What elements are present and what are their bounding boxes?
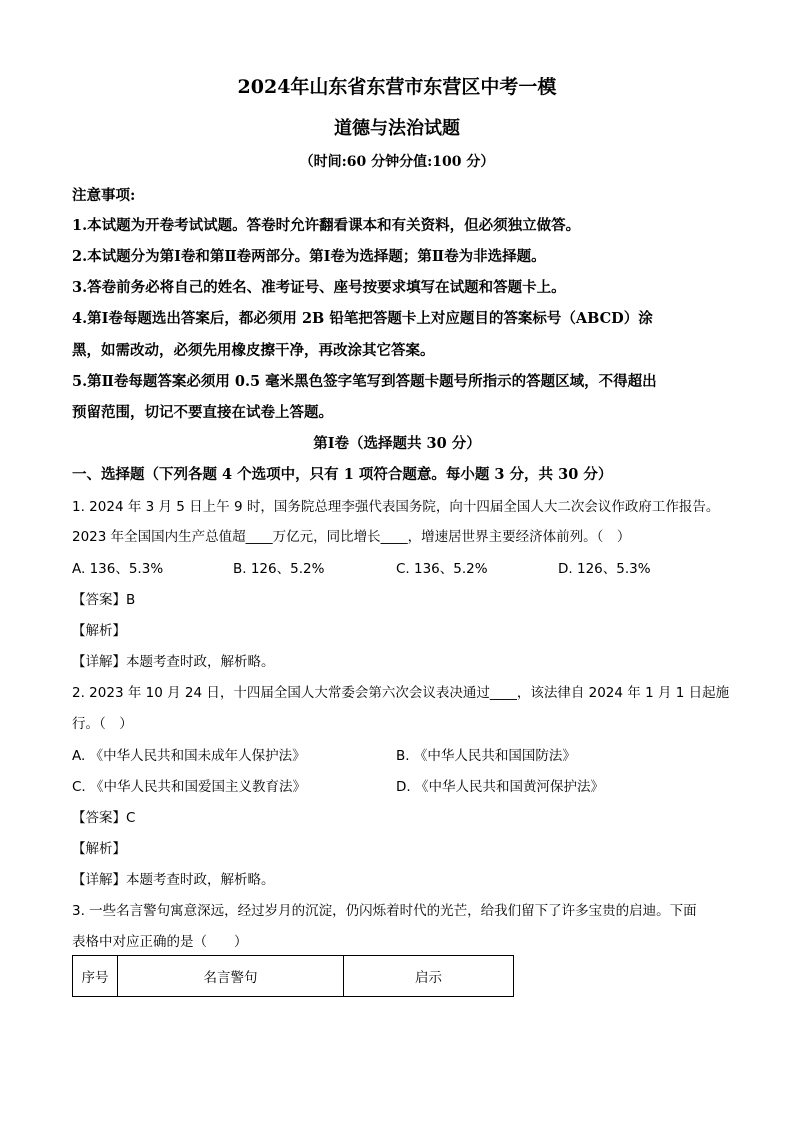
table-header-row [73, 956, 514, 997]
exam-meta: （时间:60 分钟分值:100 分） [299, 154, 495, 170]
q1-answer: 【答案】B [72, 592, 136, 608]
table-header-cell: 名言警句 [118, 956, 344, 997]
q3-table [72, 955, 514, 997]
q2-detail: 【详解】本题考查时政，解析略。 [72, 872, 275, 888]
q2-stem: 2. 2023 年 10 月 24 日，十四届全国人大常委会第六次会议表决通过____，该法律自 2024 年 1 月 1 日起施 [72, 685, 730, 701]
note-line: 4.第Ⅰ卷每题选出答案后，都必须用 2B 铅笔把答题卡上对应题目的答案标号（ABCD）涂 [72, 310, 653, 327]
note-line: 黑，如需改动，必须先用橡皮擦干净，再改涂其它答案。 [72, 342, 435, 359]
notes-heading: 注意事项: [72, 187, 136, 204]
exam-title: 2024年山东省东营市东营区中考一模 [237, 76, 557, 98]
table-header-cell: 启示 [344, 956, 514, 997]
note-line: 2.本试题分为第Ⅰ卷和第Ⅱ卷两部分。第Ⅰ卷为选择题；第Ⅱ卷为非选择题。 [72, 248, 546, 265]
q2-option-c: C. 《中华人民共和国爱国主义教育法》 [72, 779, 307, 795]
q2-option-d: D. 《中华人民共和国黄河保护法》 [396, 779, 604, 795]
section-title: 第Ⅰ卷（选择题共 30 分） [313, 435, 481, 452]
q1-option-c: C. 136、5.2% [396, 561, 488, 577]
part-heading: 一、选择题（下列各题 4 个选项中，只有 1 项符合题意。每小题 3 分，共 30 分） [72, 466, 613, 483]
note-line: 预留范围，切记不要直接在试卷上答题。 [72, 404, 333, 421]
note-line: 1.本试题为开卷考试试题。答卷时允许翻看课本和有关资料，但必须独立做答。 [72, 217, 581, 234]
q1-stem: 2023 年全国国内生产总值超____万亿元，同比增长____，增速居世界主要经济体前列。（ ） [72, 529, 631, 545]
q1-detail: 【详解】本题考查时政，解析略。 [72, 654, 275, 670]
q1-option-a: A. 136、5.3% [72, 561, 164, 577]
q2-option-a: A. 《中华人民共和国未成年人保护法》 [72, 748, 306, 764]
q1-option-b: B. 126、5.2% [233, 561, 325, 577]
q1-analysis: 【解析】 [72, 623, 126, 639]
table-header-cell: 序号 [73, 956, 118, 997]
note-line: 3.答卷前务必将自己的姓名、准考证号、座号按要求填写在试题和答题卡上。 [72, 279, 566, 296]
q3-stem: 3. 一些名言警句寓意深远，经过岁月的沉淀，仍闪烁着时代的光芒，给我们留下了许多宝贵的启迪。下面 [72, 903, 697, 919]
q2-answer: 【答案】C [72, 810, 136, 826]
subject-title: 道德与法治试题 [334, 118, 460, 139]
note-line: 5.第Ⅱ卷每题答案必须用 0.5 毫米黑色签字笔写到答题卡题号所指示的答题区域，不得超出 [72, 373, 657, 390]
q2-stem: 行。（ ） [72, 716, 133, 732]
q2-analysis: 【解析】 [72, 841, 126, 857]
q2-option-b: B. 《中华人民共和国国防法》 [396, 748, 576, 764]
q1-option-d: D. 126、5.3% [558, 561, 651, 577]
q3-stem: 表格中对应正确的是（ ） [72, 934, 248, 950]
q1-stem: 1. 2024 年 3 月 5 日上午 9 时，国务院总理李强代表国务院，向十四届全国人大二次会议作政府工作报告。 [72, 499, 720, 515]
